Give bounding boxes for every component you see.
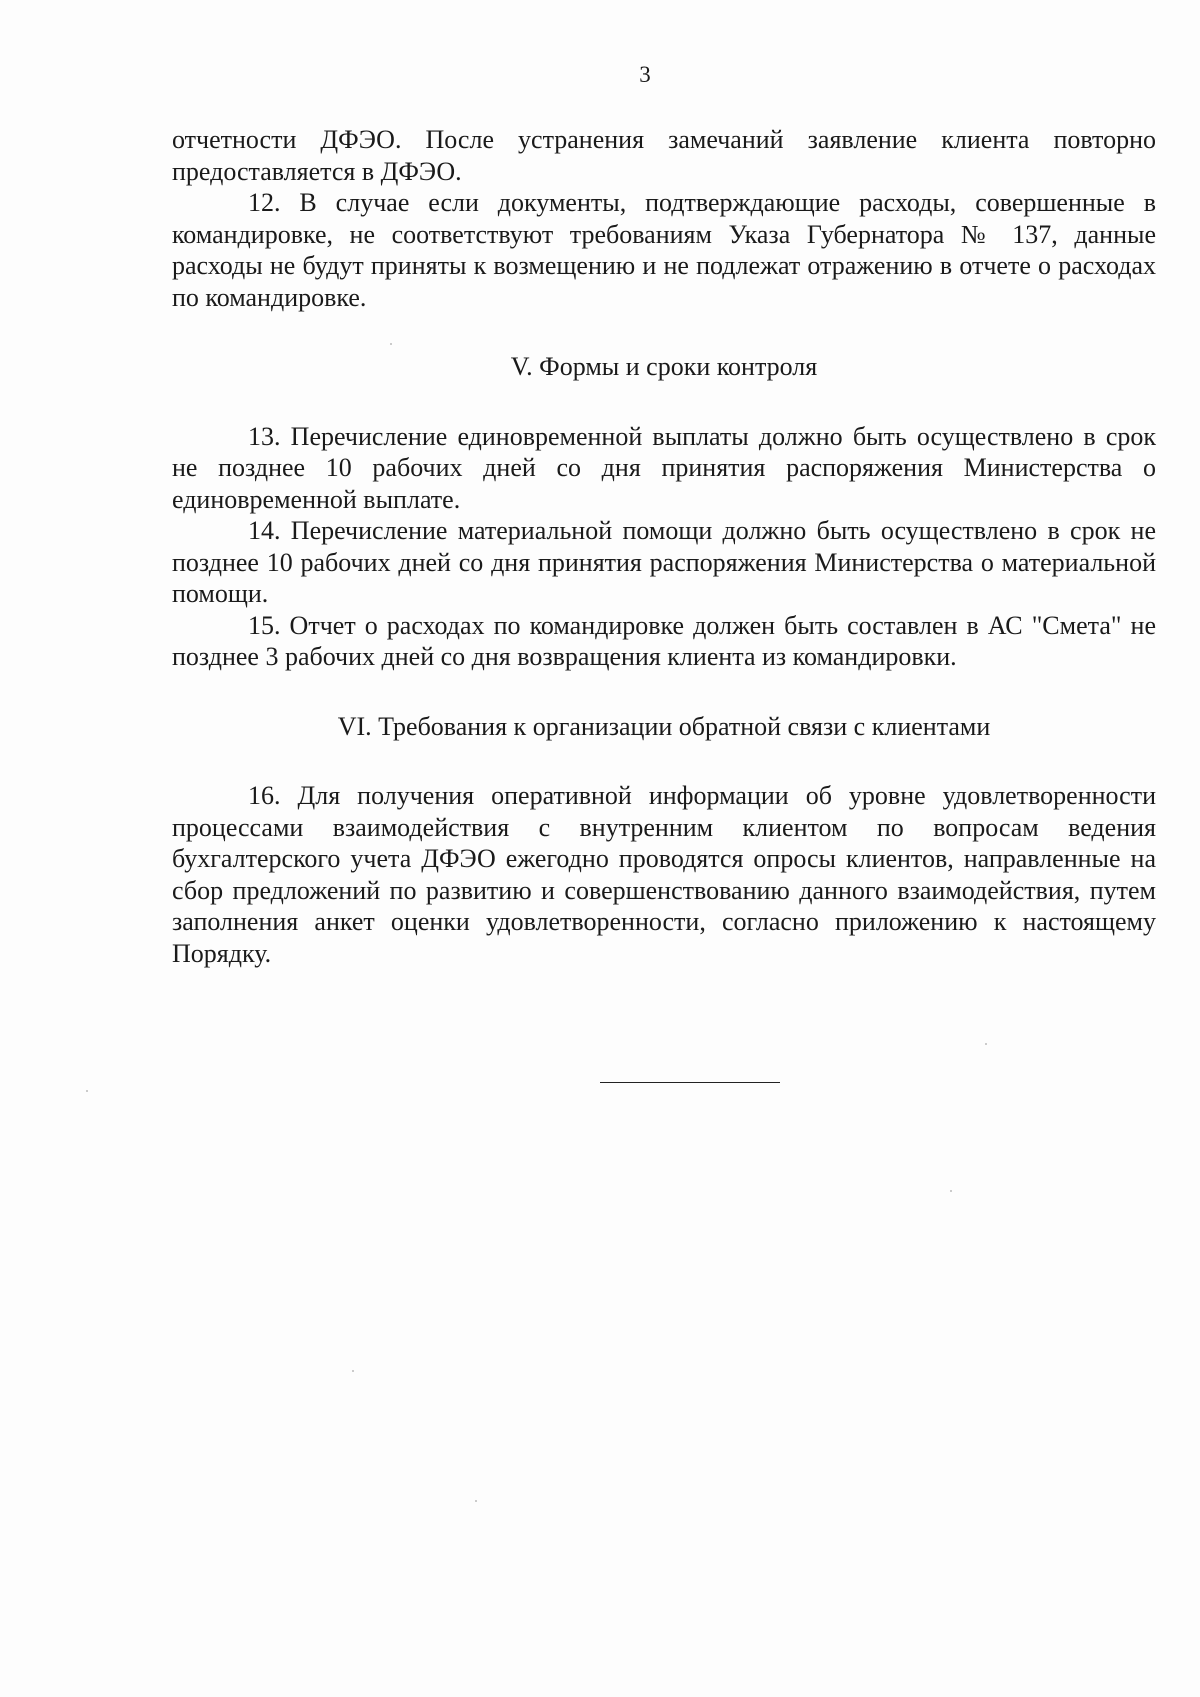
- scan-speck: [390, 343, 392, 345]
- end-of-document-rule: [600, 1082, 780, 1083]
- document-body: [172, 124, 1156, 969]
- paragraph-15: 15. Отчет о расходах по командировке должен быть составлен в АС "Смета" не позднее 3 рабочих дней со дня возвращения клиента из командировки.: [172, 610, 1156, 671]
- paragraph-12: 12. В случае если документы, подтверждающие расходы, совершенные в командировке, не соответствуют требованиям Указа Губернатора № 137, данные расходы не будут приняты к возмещению и не подлежат отражению в отчете о расходах по командировке.: [172, 188, 1156, 312]
- page-number: 3: [639, 62, 651, 87]
- paragraph-16: 16. Для получения оперативной информации об уровне удовлетворенности процессами взаимодействия с внутренним клиентом по вопросам ведения бухгалтерского учета ДФЭО ежегодно проводятся опросы клиентов, направленные на сбор предложений по развитию и совершенствованию данного взаимодействия, путем заполнения анкет оценки удовлетворенности, согласно приложению к настоящему Порядку.: [172, 781, 1156, 968]
- section-v-heading: V. Формы и сроки контроля: [510, 352, 818, 381]
- scan-speck: [352, 1370, 354, 1372]
- scan-speck: [985, 1043, 987, 1045]
- paragraph-14: 14. Перечисление материальной помощи должно быть осуществлено в срок не позднее 10 рабочих дней со дня принятия распоряжения Министерства о материальной помощи.: [172, 516, 1156, 608]
- paragraph-13: 13. Перечисление единовременной выплаты должно быть осуществлено в срок не позднее 10 рабочих дней со дня принятия распоряжения Министерства о единовременной выплате.: [172, 421, 1156, 514]
- paragraph-11-continuation: отчетности ДФЭО. После устранения замечаний заявление клиента повторно предоставляется в ДФЭО.: [172, 125, 1156, 186]
- scan-speck: [475, 1500, 477, 1502]
- section-vi-heading: VI. Требования к организации обратной связи с клиентами: [337, 711, 991, 741]
- scan-speck: [950, 1190, 952, 1192]
- scan-speck: [86, 1090, 88, 1092]
